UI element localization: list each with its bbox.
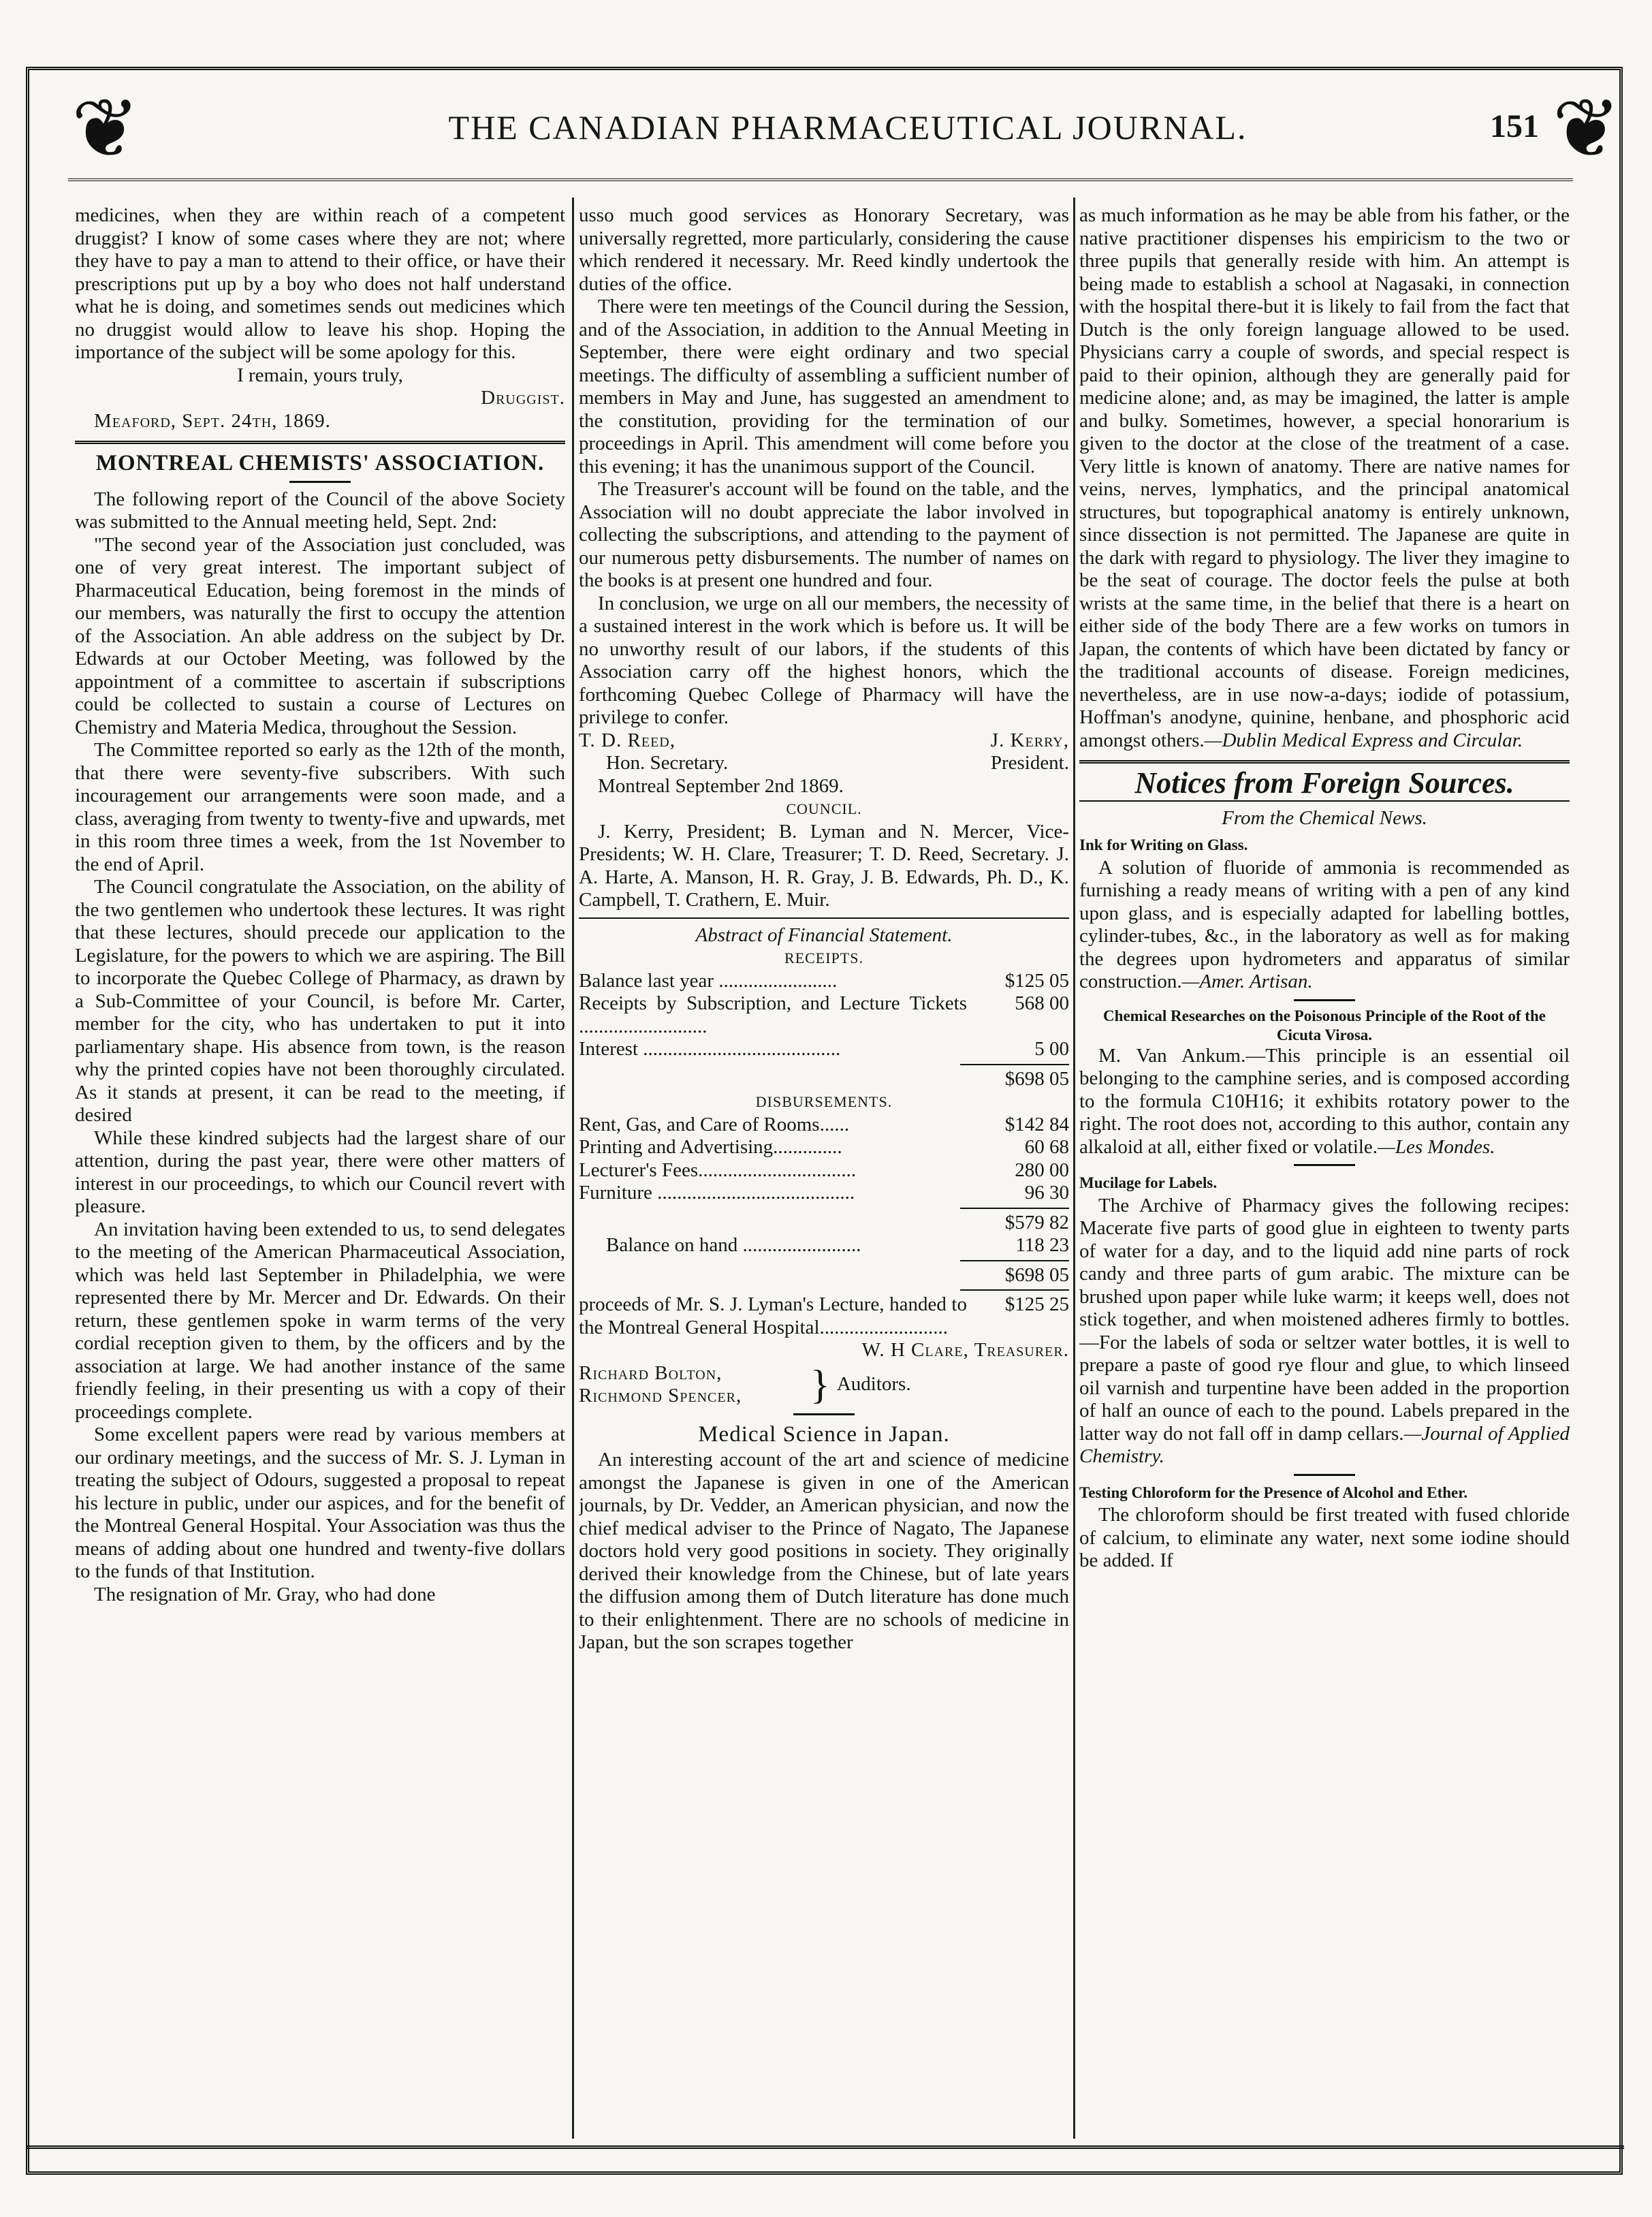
column-divider-2 [1073,198,1075,2139]
receipt-amount: $125 05 [1004,969,1069,992]
auditors-label: Auditors. [836,1373,911,1396]
receipt-label: Receipts by Subscription, and Lecture Tickets .......................... [579,992,967,1037]
divider [793,1413,855,1415]
article-heading: Mucilage for Labels. [1079,1174,1218,1191]
letter-dateline: Meaford, Sept. 24th, 1869. [94,409,331,432]
paragraph: The chloroform should be first treated with fused chloride of calcium, to eliminate any water, next some iodine should be added. If [1079,1504,1570,1571]
column-2 [579,204,1069,2132]
secretary-title: Hon. Secretary. [606,752,729,774]
ornament-left-icon: ❦ [71,84,140,174]
receipt-amount: 5 00 [1034,1038,1069,1060]
column-3 [1079,204,1570,2132]
section-title-japan: Medical Science in Japan. [698,1421,950,1447]
section-title-notices: Notices from Foreign Sources. [1134,766,1514,800]
council-heading: COUNCIL. [786,800,862,817]
divider [1294,1474,1355,1476]
paragraph: The Treasurer's account will be found on the table, and the Association will no doubt appreciate the labor involved in collecting the subscriptions, and attending to the payment of our numerous petty disbursements. The number of names on the books is at present one hundred and four. [579,478,1069,591]
section-divider [75,441,565,444]
disbursement-row [579,1114,1069,1137]
council-list: J. Kerry, President; B. Lyman and N. Mercer, Vice-Presidents; W. H. Clare, Treasurer; T. D. Reed, Secretary. J. A. Harte, A. Manson, H. R. Gray, J. B. Edwards, Ph. D., K. Campbell, T. Crathern, E. Muir. [579,820,1069,911]
paragraph: In conclusion, we urge on all our members, the necessity of a sustained interest in the work which is before us. It will be no unworthy result of our labors, if the students of this Association carry off the highest honors, which the forthcoming Quebec College of Pharmacy will have the privilege to confer. [579,592,1069,728]
balance-amount: 118 23 [1015,1234,1069,1256]
ornament-right-icon: ❦ [1552,84,1621,174]
proceeds-row [579,1293,1069,1339]
source-heading: From the Chemical News. [1222,806,1427,829]
secretary-name: T. D. Reed, [579,729,676,751]
paragraph: The following report of the Council of the above Society was submitted to the Annual meeting held, Sept. 2nd: [75,488,565,533]
disbursement-row [579,1159,1069,1182]
paragraph [1079,204,1570,752]
disbursement-amount: $142 84 [1004,1113,1069,1135]
footer-rule [27,2145,1624,2149]
source-credit: —Les Mondes. [1378,1135,1495,1158]
paragraph: usso much good services as Honorary Secretary, was universally regretted, more particularly, considering the cause which rendered it necessary. Mr. Reed kindly undertook the duties of the office. [579,204,1069,295]
disbursement-label: Rent, Gas, and Care of Rooms...... [579,1113,850,1135]
divider [1079,800,1570,802]
disbursements-total-row [579,1212,1069,1235]
disbursement-row [579,1182,1069,1205]
receipt-amount: 568 00 [1015,992,1069,1014]
financial-statement [579,924,1069,1408]
total-rule [960,1260,1069,1261]
disbursements-total: $579 82 [1004,1211,1069,1233]
president-title: President. [990,752,1069,774]
section-divider [1079,760,1570,764]
article-text: The Archive of Pharmacy gives the following recipes: Macerate five parts of good glue in eighteen to twenty parts of water for a day, and to the liquid add nine parts of rock candy and three parts of gum arabic. The mixture can be brushed upon paper while luke warm; it keeps well, does not stick together, and when moistened adheres firmly to bottles.—For the labels of soda or seltzer water bottles, it is well to prepare a paste of good rye flour and glue, to which linseed oil varnish and turpentine have been added in the proportion of half an ounce of each to the pound. Labels prepared in the latter way do not fall off in damp cellars. [1079,1194,1570,1445]
total-rule [960,1064,1069,1065]
treasurer-signature: W. H Clare, Treasurer. [861,1339,1069,1361]
auditor-name: Richmond Spencer, [579,1385,742,1406]
total-rule [960,1208,1069,1209]
abstract-title: Abstract of Financial Statement. [695,924,953,946]
article-heading: Ink for Writing on Glass. [1079,836,1248,853]
paragraph [1079,1045,1570,1159]
column-divider-1 [572,198,574,2139]
journal-title: THE CANADIAN PHARMACEUTICAL JOURNAL. [448,108,1248,146]
brace-icon: } [810,1362,830,1407]
disbursement-label: Furniture ........................................ [579,1182,855,1204]
proceeds-amount: $125 25 [1004,1293,1069,1315]
disbursement-amount: 280 00 [1015,1159,1069,1181]
proceeds-label: proceeds of Mr. S. J. Lyman's Lecture, handed to the Montreal General Hospital.......................... [579,1293,967,1338]
source-credit: —Amer. Artisan. [1181,971,1313,992]
signatures-names [579,729,1069,753]
page-number: 151 [1490,108,1539,144]
divider [579,917,1069,919]
article-text: M. Van Ankum.—This principle is an essential oil belonging to the camphine series, and is composed according to the formula C10H16; it exhibits rotatory power to the right. The root does not, according to this author, contain any alkaloid at all, either fixed or volatile. [1079,1044,1570,1158]
disbursement-label: Lecturer's Fees................................ [579,1159,857,1181]
column-1 [75,204,565,2132]
grand-total: $698 05 [1004,1263,1069,1286]
receipt-row [579,970,1069,993]
receipt-row [579,992,1069,1038]
letter-end: medicines, when they are within reach of a competent druggist? I know of some cases where they are not; where they have to pay a man to attend to their office, or have their prescriptions put up by a boy who does not half understand what he is doing, and sometimes sends out medicines which no druggist would allow to leave his shop. Hoping the importance of the subject will be some apology for this. [75,204,565,363]
paragraph: "The second year of the Association just concluded, was one of very great interest. The important subject of Pharmaceutical Education, being foremost in the minds of our members, was naturally the first to occupy the attention of the Association. An able address on the subject by Dr. Edwards at our October Meeting, was followed by the appointment of a committee to ascertain if subscriptions could be collected to sustain a course of Lectures on Chemistry and Materia Medica, throughout the Session. [75,533,565,738]
article-heading: Chemical Researches on the Poisonous Principle of the Root of the Cicuta Virosa. [1103,1007,1546,1043]
president-name: J. Kerry, [990,729,1069,751]
total-rule [960,1289,1069,1291]
receipts-total-row [579,1068,1069,1091]
disbursement-amount: 96 30 [1024,1182,1069,1204]
section-title-montreal: MONTREAL CHEMISTS' ASSOCIATION. [95,451,545,475]
disbursement-label: Printing and Advertising.............. [579,1136,842,1158]
receipt-row [579,1038,1069,1061]
letter-signature: Druggist. [481,387,565,409]
report-date: Montreal September 2nd 1869. [598,774,844,797]
paragraph: Some excellent papers were read by various members at our ordinary meetings, and the success of Mr. S. J. Lyman in treating the subject of Odours, suggested a proposal to repeat his lecture in public, under our aspices, and for the benefit of the Montreal General Hospital. Your Association was thus the means of adding about one hundred and twenty-five dollars to the funds of that Institution. [75,1424,565,1582]
disbursements-heading: DISBURSEMENTS. [755,1093,893,1110]
paragraph: There were ten meetings of the Council during the Session, and of the Association, in addition to the Annual Meeting in September, there were eight ordinary and two special meetings. The difficulty of assembling a sufficient number of members in May and June, has suggested an amendment to the constitution, providing for the termination of our proceedings in April. This amendment will come before you this evening; it has the unanimous support of the Council. [579,296,1069,477]
letter-closing: I remain, yours truly, [237,364,403,386]
japan-continued: as much information as he may be able from his father, or the native practitioner dispenses his empiricism to the two or three pupils that generally reside with him. An attempt is being made to establish a school at Nagasaki, in connection with the hospital there-but it is likely to fail from the fact that Dutch is the only foreign language allowed to be used. Physicians carry a couple of swords, and special respect is paid to their opinion, although they are generally paid for medicine alone; and, as may be imagined, the latter is ample and bulky. Sometimes, however, a special honorarium is given to the doctor at the close of the treatment of a case. Very little is known of anatomy. There are native names for veins, nerves, lymphatics, and the principal anatomical structures, but topographical anatomy is entirely unknown, since dissection is not permitted. The Japanese are quite in the dark with regard to physiology. The liver they imagine to be the seat of courage. The doctor feels the pulse at both wrists at the same time, in the belief that there is a heart on either side of the body There are a few works on tumors in Japan, the contents of which have been dictated by fancy or the traditional accounts of disease. Foreign medicines, nevertheless, are in use now-a-days; iodide of potassium, Hoffman's anodyne, quinine, henbane, and phosphoric acid amongst others. [1079,204,1570,751]
balance-label: Balance on hand ........................ [606,1234,861,1256]
article-text: A solution of fluoride of ammonia is recommended as furnishing a ready means of writing with a pen of any kind upon glass, and is especially adapted for labelling bottles, cylinder-tubes, &c., in the laboratory as well as for making the degrees upon hydrometers and apparatus of similar construction. [1079,856,1570,992]
page-header [27,102,1624,177]
paragraph [1079,857,1570,994]
article-heading: Testing Chloroform for the Presence of Alcohol and Ether. [1079,1483,1468,1501]
title-rule [289,481,351,483]
disbursement-amount: 60 68 [1024,1136,1069,1158]
paragraph [1079,1195,1570,1468]
source-credit: —Dublin Medical Express and Circular. [1204,729,1523,751]
receipts-heading: RECEIPTS. [784,949,863,966]
paragraph: The Council congratulate the Association, on the ability of the two gentlemen who undertook these lectures. It was right that these lectures, should precede our application to the Legislature, for the powers to which we are aspiring. The Bill to incorporate the Quebec College of Pharmacy, as drawn by a Sub-Committee of your Council, is before Mr. Carter, member for the city, who has undertaken to put it into parliamentary shape. His absence from town, is the reason why the printed copies have not been thoroughly circulated. As it stands at present, it can be read to the meeting, if desired [75,876,565,1126]
grand-total-row [579,1264,1069,1287]
receipts-total: $698 05 [1004,1067,1069,1090]
header-rule [68,178,1573,181]
source-credit: —Journal of Applied Chemistry. [1079,1422,1570,1467]
balance-row [579,1234,1069,1257]
paragraph: While these kindred subjects had the largest share of our attention, during the past year, there were other matters of interest in our proceedings, to which our Council revert with pleasure. [75,1127,565,1217]
paragraph: The resignation of Mr. Gray, who had done [94,1583,436,1605]
paragraph: The Committee reported so early as the 12th of the month, that there were seventy-five subscribers. With such incouragement our arrangements were soon made, and a class, averaging from twenty to twenty-five and upwards, met in this room three times a week, from the 1st November to the end of April. [75,739,565,875]
divider [1294,1164,1355,1166]
signatures-titles [579,752,1069,775]
auditor-name: Richard Bolton, [579,1362,722,1384]
paragraph: An invitation having been extended to us, to send delegates to the meeting of the American Pharmaceutical Association, which was held last September in Philadelphia, we were represented there by Mr. Mercer and Dr. Edwards. On their return, these gentlemen spoke in warm terms of the very cordial reception given to them, by the officers and by the association at large. We had another instance of the same friendly feeling, in their presenting us with a copy of their proceedings complete. [75,1218,565,1423]
receipt-label: Balance last year ........................ [579,969,838,992]
divider [1294,999,1355,1001]
receipt-label: Interest ........................................ [579,1038,841,1060]
disbursement-row [579,1136,1069,1159]
auditors-block [579,1362,1069,1408]
paragraph: An interesting account of the art and science of medicine amongst the Japanese is given in one of the American journals, by Dr. Vedder, an American physician, and now the chief medical adviser to the Prince of Nagato, The Japanese doctors hold very good positions in society. They originally derived their knowledge from the Chinese, but of late years the diffusion among them of Dutch literature has done much to their enlightenment. There are no schools of medicine in Japan, but the son scrapes together [579,1449,1069,1653]
